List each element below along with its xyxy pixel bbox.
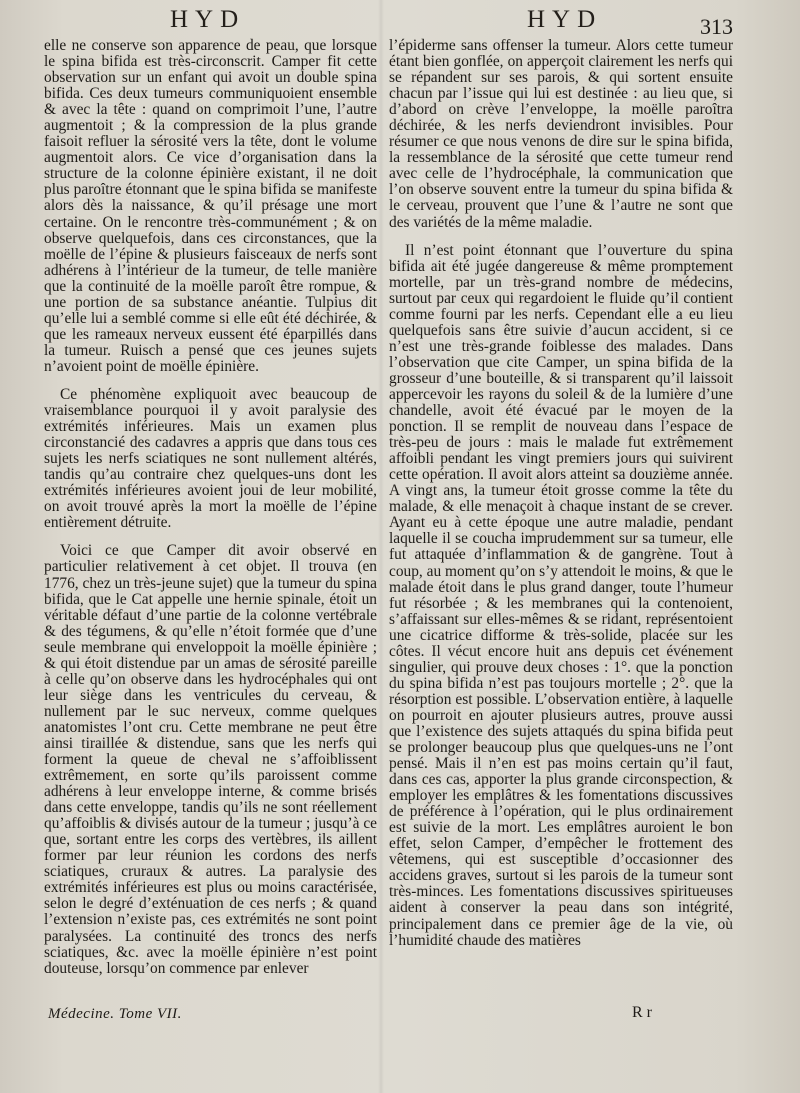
volume-footer: Médecine. Tome VII. bbox=[48, 1006, 182, 1022]
left-column bbox=[44, 38, 377, 977]
signature-mark: R r bbox=[632, 1004, 652, 1021]
column-gutter bbox=[378, 0, 384, 1093]
running-head-right: HYD bbox=[527, 6, 603, 33]
left-paragraph-1: elle ne conserve son apparence de peau, que lorsque le spina bifida est très-circonscrit. Camper fit cette observation sur un enfant qui avoit un double spina bifida. Ces deux tumeurs communiquoient ensemble & avec la tête : quand on comprimoit l’une, l’autre augmentoit ; & la compression de la plus grande faisoit refluer la sérosité vers la tête, dont le volume augmentoit alors. Ce vice d’organisation dans la structure de la colonne épinière existant, il ne doit plus paroître étonnant que le spina bifida se manifeste alors dès la naissance, & qu’il présage une mort certaine. On le rencontre très-communément ; & on observe quelquefois, dans ces circonstances, que la moëlle de l’épine & plusieurs faisceaux de nerfs sont adhérens à l’intérieur de la tumeur, de telle manière que la continuité de la moëlle paroît être rompue, & une portion de sa substance anéantie. Tulpius dit qu’elle lui a semblé comme si elle eût été déchirée, & que les rameaux nerveux eussent été éparpillés dans la tumeur. Ruisch a pensé que ces jeunes sujets n’avoient point de moëlle épinière. bbox=[44, 37, 377, 375]
right-paragraph-1: l’épiderme sans offenser la tumeur. Alors cette tumeur étant bien gonflée, on apperçoit clairement les nerfs qui se répandent sur ses parois, & qui sortent ensuite chacun par l’issue qui lui est destinée : au lieu que, si d’abord on crève l’enveloppe, la moëlle paroîtra déchirée, & les nerfs deviendront invisibles. Pour résumer ce que nous venons de dire sur le spina bifida, la ressemblance de la sérosité que cette tumeur rend avec celle de l’hydrocéphale, la communication que l’on observe souvent entre la tumeur du spina bifida & le cerveau, prouvent que l’une & l’autre ne sont que des variétés de la même maladie. bbox=[389, 37, 733, 231]
left-paragraph-2: Ce phénomène expliquoit avec beaucoup de vraisemblance pourquoi il y avoit paralysie des extrémités inférieures. Mais un examen plus circonstancié des cadavres a appris que dans tous ces sujets les nerfs sciatiques ne sont nullement altérés, tandis qu’au contraire chez quelques-uns dont les extrémités inférieures avoient joui de leur mobilité, on avoit trouvé après la mort la moëlle de l’épine entièrement détruite. bbox=[44, 385, 377, 532]
right-paragraph-2: Il n’est point étonnant que l’ouverture du spina bifida ait été jugée dangereuse & même promptement mortelle, par un très-grand nombre de médecins, surtout par ceux qui regardoient le fluide qu’il contient comme fourni par les nerfs. Cependant elle a eu lieu quelquefois sans être suivie d’aucun accident, si ce n’est une très-grande foiblesse des malades. Dans l’observation que cite Camper, un spina bifida de la grosseur d’une bouteille, & si transparent qu’il laissoit appercevoir les rayons du soleil & de la lumière d’une chandelle, avoit été évacué par le moyen de la ponction. Il se remplit de nouveau dans l’espace de très-peu de jours : mais le malade fut extrêmement affoibli pendant les vingt premiers jours qui suivirent cette opération. Il avoit alors atteint sa douzième année. A vingt ans, la tumeur étoit grosse comme la tête du malade, & elle menaçoit à chaque instant de se crever. Ayant eu à cette époque une autre maladie, pendant laquelle il se coucha imprudemment sur sa tumeur, elle fut attaquée d’inflammation & de gangrène. Tout à coup, au moment qu’on s’y attendoit le moins, & que le malade étoit dans le plus grand danger, toute l’humeur fut résorbée ; & les membranes qui la contenoient, s’affaissant sur elles-mêmes & se ridant, représentoient une cicatrice difforme & très-solide, placée sur les côtes. Il vécut encore huit ans depuis cet événement singulier, qui prouve deux choses : 1°. que la ponction du spina bifida n’est pas toujours mortelle ; 2°. que la résorption est possible. L’observation entière, à laquelle on pourroit en ajouter plusieurs autres, prouve aussi que l’existence des sujets attaqués du spina bifida peut se prolonger beaucoup plus que quelques-uns ne l’ont pensé. Mais il n’en est pas moins certain qu’il faut, dans ces cas, apporter la plus grande circonspection, & employer les emplâtres & les fomentations discussives de préférence à l’opération, qui le plus ordinairement est suivie de la mort. Les emplâtres auroient le bon effet, selon Camper, d’empêcher le frottement des vêtemens, qui est susceptible d’occasionner des accidens graves, surtout si les parois de la tumeur sont très-minces. Les fomentations discussives spiritueuses aident à conserver la peau dans son intégrité, principalement dans ce premier âge de la vie, où l’humidité chaude des matières bbox=[389, 241, 733, 949]
running-head-left: HYD bbox=[170, 6, 246, 33]
left-paragraph-3: Voici ce que Camper dit avoir observé en particulier relativement à cet objet. Il trouva (en 1776, chez un très-jeune sujet) que la tumeur du spina bifida, que le Cat appelle une hernie spinale, étoit un véritable défaut d’une partie de la colonne vertébrale & des tégumens, & qu’elle n’étoit formée que d’une seule membrane qui enveloppoit la moëlle épinière ; & qui étoit distendue par un amas de sérosité pareille à celle qu’on observe dans les hydrocéphales qui ont leur siège dans les ventricules du cerveau, & nullement par le suc nerveux, comme quelques anatomistes l’ont cru. Cette membrane ne peut être ainsi tiraillée & distendue, sans que les nerfs qui forment la queue de cheval ne s’affoiblissent extrêmement, en sorte qu’ils paroissent comme adhérens à leur enveloppe interne, & comme brisés dans cette enveloppe, tandis qu’ils ne sont réellement qu’affoiblis & divisés autour de la tumeur ; jusqu’à ce que, sortant entre les corps des vertèbres, ils aillent former par leur réunion les cordons des nerfs sciatiques, cruraux & autres. La paralysie des extrémités inférieures est plus ou moins caractérisée, selon le degré d’exténuation de ces nerfs ; & quand l’extension n’existe pas, ces extrémités ne sont point paralysées. La continuité des troncs des nerfs sciatiques, &c. avec la moëlle épinière n’est point douteuse, lorsqu’on commence par enlever bbox=[44, 542, 377, 977]
page-number: 313 bbox=[700, 14, 733, 39]
right-column bbox=[389, 38, 733, 949]
